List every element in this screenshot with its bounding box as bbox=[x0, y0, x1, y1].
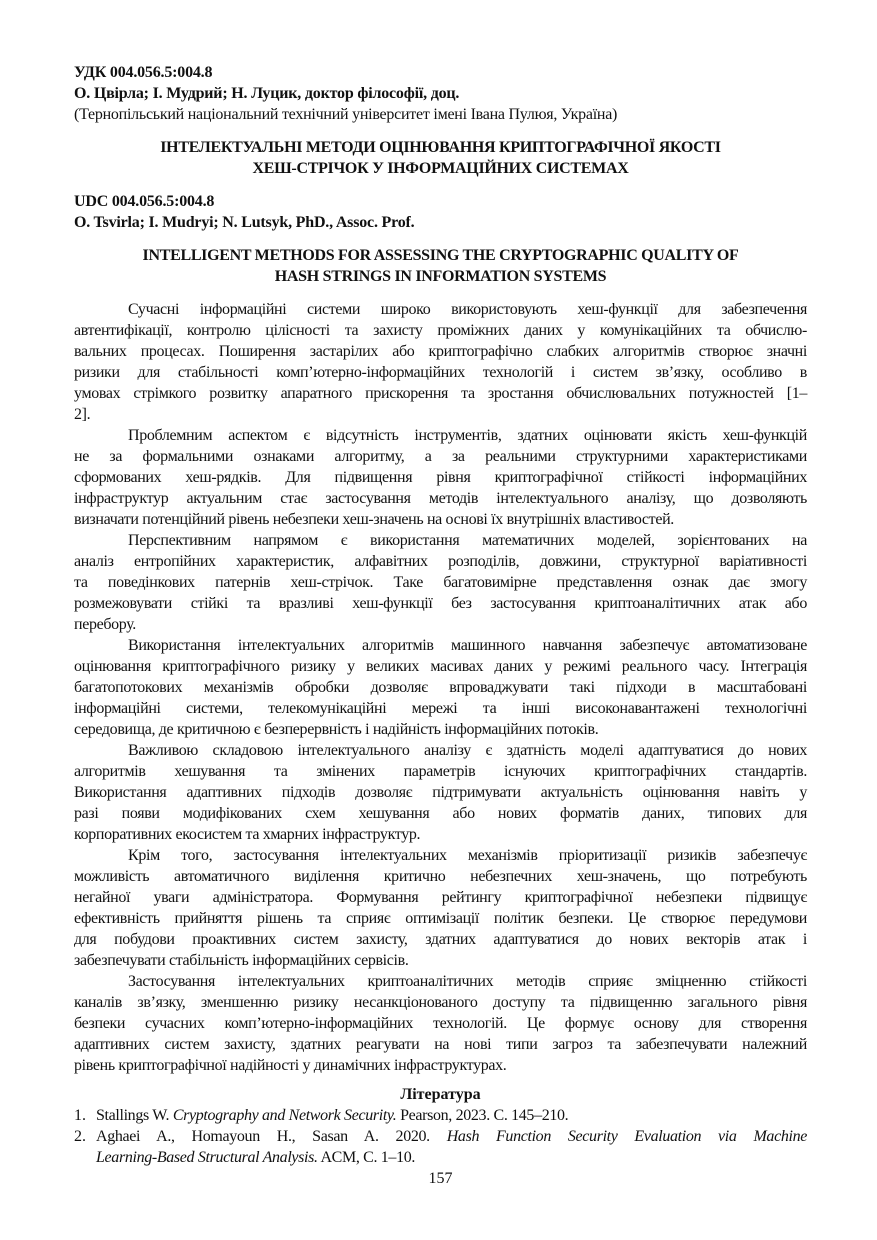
title-ua-line-1: ІНТЕЛЕКТУАЛЬНІ МЕТОДИ ОЦІНЮВАННЯ КРИПТОГРАФІЧНОЇ ЯКОСТІ bbox=[160, 139, 721, 156]
paragraph-line: інфраструктур актуальним стає застосування методів інтелектуального аналізу, що дозволяють bbox=[74, 490, 807, 507]
reference-number: 1. bbox=[74, 1107, 86, 1124]
reference-author: Aghaei A., Homayoun H., Sasan A. 2020. bbox=[96, 1128, 447, 1145]
paragraph-line: розмежовувати стійкі та вразливі хеш-функції без застосування криптоаналітичних атак або bbox=[74, 595, 807, 612]
paragraph-line: каналів зв’язку, зменшенню ризику несанкціонованого доступу та підвищенню загального рівня bbox=[74, 994, 807, 1011]
paragraph-line: негайної уваги адміністратора. Формування рейтингу криптографічної небезпеки підвищує bbox=[74, 889, 807, 906]
body-text bbox=[74, 299, 807, 1076]
paper-page bbox=[74, 62, 807, 1189]
body-paragraph bbox=[74, 845, 807, 971]
reference-title: Hash Function Security Evaluation via Machine bbox=[446, 1128, 807, 1145]
paragraph-line: Застосування інтелектуальних криптоаналітичних методів сприяє зміцненню стійкості bbox=[128, 973, 807, 990]
paragraph-line: оцінювання криптографічного ризику у великих масивах даних у режимі реального часу. Інтеграція bbox=[74, 658, 807, 675]
paragraph-line: перебору. bbox=[74, 616, 136, 633]
paragraph-line: автентифікації, контролю цілісності та захисту проміжних даних у комунікаційних та обчислю- bbox=[74, 322, 807, 339]
body-paragraph bbox=[74, 530, 807, 635]
title-ua-line-2: ХЕШ-СТРІЧОК У ІНФОРМАЦІЙНИХ СИСТЕМАХ bbox=[252, 160, 629, 177]
paragraph-line: Крім того, застосування інтелектуальних механізмів пріоритизації ризиків забезпечує bbox=[128, 847, 807, 864]
title-en-line-1: INTELLIGENT METHODS FOR ASSESSING THE CRYPTOGRAPHIC QUALITY OF bbox=[142, 247, 739, 264]
paragraph-line: безпеки сучасних комп’ютерно-інформаційних технологій. Це формує основу для створення bbox=[74, 1015, 807, 1032]
body-paragraph bbox=[74, 425, 807, 530]
paragraph-line: Проблемним аспектом є відсутність інструментів, здатних оцінювати якість хеш-функцій bbox=[128, 427, 807, 444]
paragraph-line: алгоритмів хешування та змінених параметрів існуючих криптографічних стандартів. bbox=[74, 763, 807, 780]
title-en bbox=[74, 245, 807, 287]
reference-number: 2. bbox=[74, 1128, 86, 1145]
paragraph-line: сформованих хеш-рядків. Для підвищення рівня криптографічної стійкості інформаційних bbox=[74, 469, 807, 486]
paragraph-line: рівень криптографічної надійності у динамічних інфраструктурах. bbox=[74, 1057, 507, 1074]
body-paragraph bbox=[74, 635, 807, 740]
paragraph-line: адаптивних систем захисту, здатних реагувати на нові типи загроз та забезпечувати належний bbox=[74, 1036, 807, 1053]
title-ua bbox=[74, 137, 807, 179]
references-title: Література bbox=[400, 1086, 481, 1103]
reference-title: Cryptography and Network Security. bbox=[172, 1107, 397, 1124]
authors-ua: О. Цвірла; І. Мудрий; Н. Луцик, доктор філософії, доц. bbox=[74, 85, 460, 102]
paragraph-line: не за формальними ознаками алгоритму, а за реальними структурними характеристиками bbox=[74, 448, 807, 465]
paragraph-line: та поведінкових патернів хеш-стрічок. Таке багатовимірне представлення ознак дає змогу bbox=[74, 574, 807, 591]
page-number: 157 bbox=[428, 1170, 453, 1187]
udc-ua: УДК 004.056.5:004.8 bbox=[74, 64, 213, 81]
paragraph-line: умовах стрімкого розвитку апаратного прискорення та зростання обчислювальних потужностей [1– bbox=[74, 385, 807, 402]
paragraph-line: забезпечувати стабільність інформаційних сервісів. bbox=[74, 952, 409, 969]
paragraph-line: Сучасні інформаційні системи широко використовують хеш-функції для забезпечення bbox=[128, 301, 807, 318]
reference-item bbox=[74, 1105, 807, 1126]
reference-title-cont: Learning-Based Structural Analysis. bbox=[96, 1149, 318, 1166]
paragraph-line: вальних процесах. Поширення застарілих або криптографічно слабких алгоритмів створює значні bbox=[74, 343, 807, 360]
paragraph-line: Важливою складовою інтелектуального аналізу є здатність моделі адаптуватися до нових bbox=[128, 742, 807, 759]
body-paragraph bbox=[74, 740, 807, 845]
paragraph-line: Перспективним напрямом є використання математичних моделей, зорієнтованих на bbox=[128, 532, 807, 549]
paragraph-line: аналіз ентропійних характеристик, алфавітних розподілів, довжини, структурної варіативності bbox=[74, 553, 807, 570]
udc-en: UDC 004.056.5:004.8 bbox=[74, 193, 215, 210]
paragraph-line: корпоративних екосистем та хмарних інфраструктур. bbox=[74, 826, 421, 843]
paragraph-line: ризики для стабільності комп’ютерно-інформаційних технологій і систем зв’язку, особливо в bbox=[74, 364, 807, 381]
paragraph-line: середовища, де критичною є безперервність і надійність інформаційних потоків. bbox=[74, 721, 599, 738]
paragraph-line: інформаційні системи, телекомунікаційні мережі та інші високонавантажені технологічні bbox=[74, 700, 807, 717]
reference-item bbox=[74, 1126, 807, 1168]
paragraph-line: Використання адаптивних підходів дозволяє підтримувати актуальність оцінювання навіть у bbox=[74, 784, 807, 801]
paragraph-line: можливість автоматичного виділення критично небезпечних хеш-значень, що потребують bbox=[74, 868, 807, 885]
reference-author: Stallings W. bbox=[96, 1107, 173, 1124]
paragraph-line: визначати потенційний рівень небезпеки хеш-значень на основі їх внутрішніх властивостей. bbox=[74, 511, 674, 528]
affiliation-ua: (Тернопільський національний технічний університет імені Івана Пулюя, Україна) bbox=[74, 106, 618, 123]
authors-en: O. Tsvirla; I. Mudryi; N. Lutsyk, PhD., Assoc. Prof. bbox=[74, 214, 415, 231]
paragraph-line: разі появи модифікованих схем хешування або нових форматів даних, типових для bbox=[74, 805, 807, 822]
reference-publisher: Pearson, 2023. С. 145–210. bbox=[396, 1107, 569, 1124]
paragraph-line: багатопотокових механізмів обробки дозволяє впроваджувати такі підходи в масштабовані bbox=[74, 679, 807, 696]
body-paragraph bbox=[74, 971, 807, 1076]
paragraph-line: 2]. bbox=[74, 406, 91, 423]
body-paragraph bbox=[74, 299, 807, 425]
paragraph-line: Використання інтелектуальних алгоритмів машинного навчання забезпечує автоматизоване bbox=[128, 637, 807, 654]
paragraph-line: ефективність прийняття рішень та сприяє оптимізації політик безпеки. Це створює передумови bbox=[74, 910, 807, 927]
reference-publisher: ACM, С. 1–10. bbox=[317, 1149, 416, 1166]
paragraph-line: для побудови проактивних систем захисту, здатних адаптуватися до нових векторів атак і bbox=[74, 931, 807, 948]
title-en-line-2: HASH STRINGS IN INFORMATION SYSTEMS bbox=[274, 268, 607, 285]
